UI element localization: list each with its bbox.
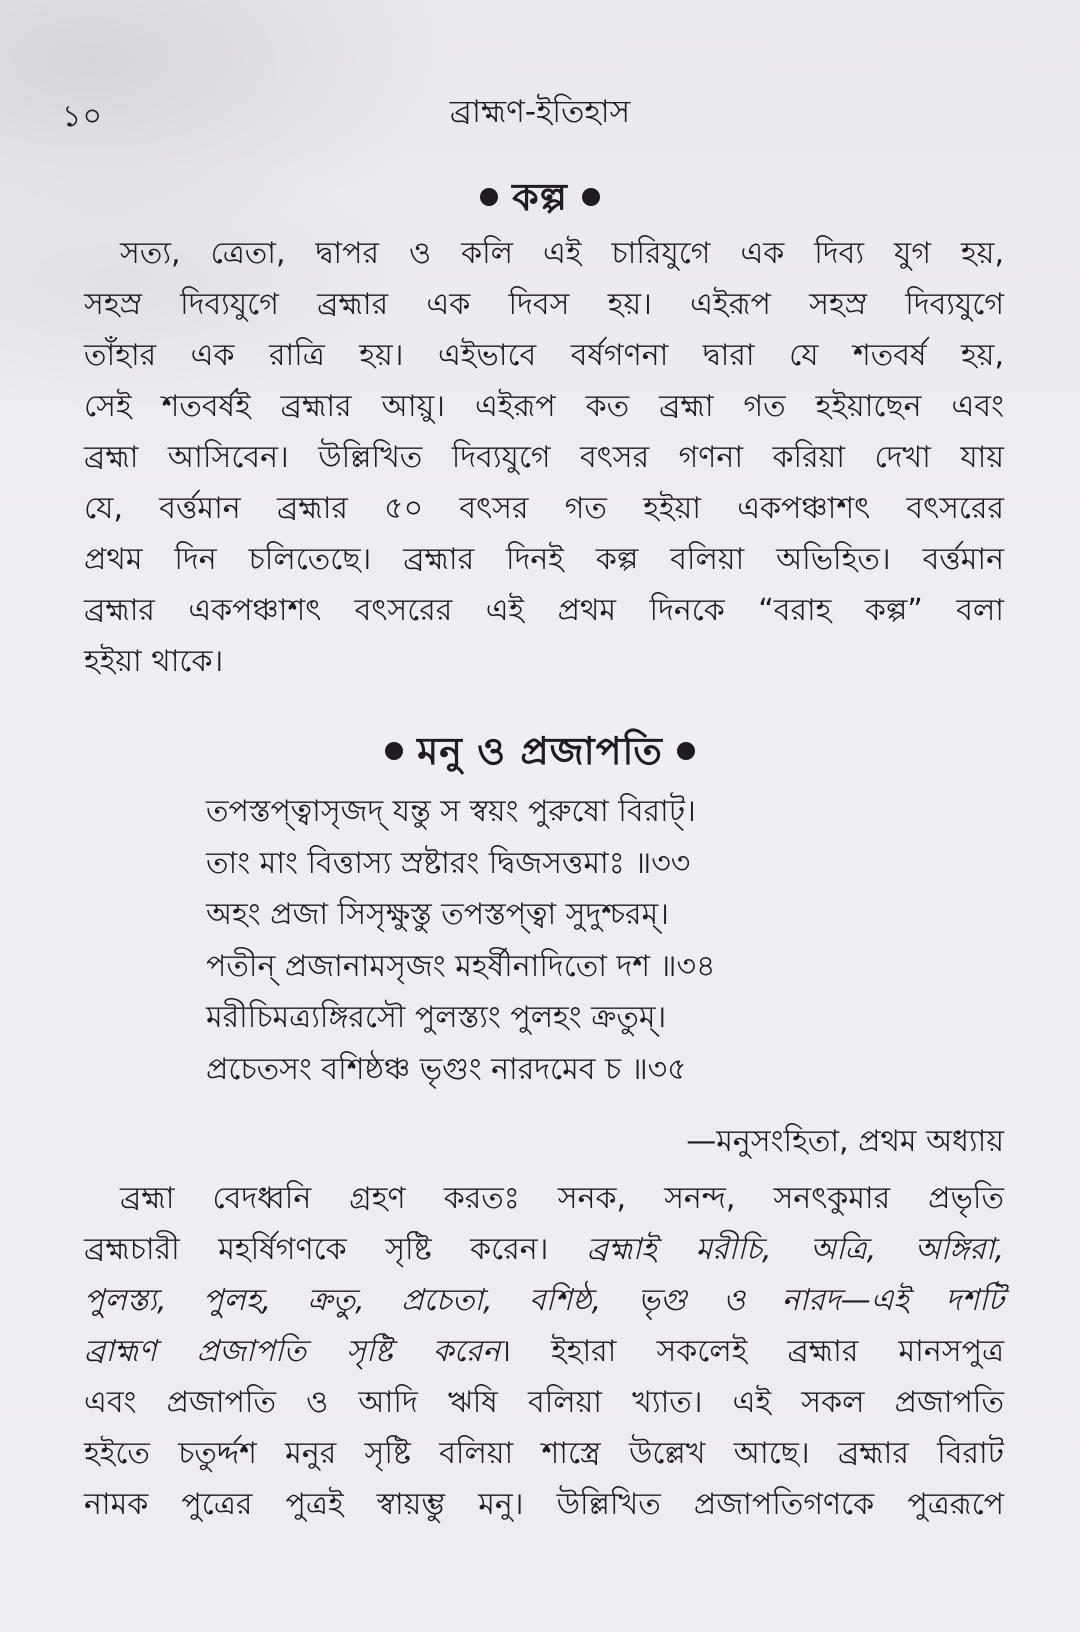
bullet-icon (385, 742, 403, 760)
italic-text-segment: ব্রাহ্মণ প্রজাপতি সৃষ্টি করেন (84, 1334, 501, 1369)
verse-line: পতীন্ প্রজানামসৃজং মহর্ষীনাদিতো দশ ॥৩৪ (206, 948, 716, 984)
page-number: ১০ (62, 99, 103, 134)
paragraph-line (84, 1173, 1004, 1224)
paragraph-prajapati (84, 1173, 1004, 1530)
text-segment: ব্রহ্মা বেদধ্বনি গ্রহণ করতঃ সনক, সনন্দ, সনৎকুমার প্রভৃতি (120, 1181, 1004, 1216)
sanskrit-verse (206, 786, 1006, 1095)
paragraph-line (84, 1428, 1004, 1479)
text-segment: । ইহারা সকলেই ব্রহ্মার মানসপুত্র (500, 1334, 1004, 1369)
section-heading-text: কল্প (512, 175, 568, 219)
text-segment: এবং প্রজাপতি ও আদি ঋষি বলিয়া খ্যাত। এই সকল প্রজাপতি (84, 1385, 1004, 1420)
text-segment: ব্রহ্মচারী মহর্ষিগণকে সৃষ্টি করেন। (84, 1232, 587, 1267)
verse-line: অহং প্রজা সিসৃক্ষুস্তু তপস্তপ্ত্বা সুদুশ্চরম্। (206, 897, 669, 932)
verse-line: তাং মাং বিত্তাস্য স্রষ্টারং দ্বিজসত্তমাঃ ॥৩৩ (206, 845, 691, 881)
paragraph-line (84, 1377, 1004, 1428)
paragraph-line: ব্রহ্মা আসিবেন। উল্লিখিত দিব্যযুগে বৎসর গণনা করিয়া দেখা যায় (84, 440, 1004, 475)
paragraph-line (84, 1275, 1004, 1326)
verse-line: তপস্তপ্ত্বাসৃজদ্ যন্তু স স্বয়ং পুরুষো বিরাট্। (206, 794, 696, 829)
text-segment: নামক পুত্রের পুত্রই স্বায়ম্ভু মনু। উল্লিখিত প্রজাপতিগণকে পুত্ররূপে (84, 1487, 1004, 1522)
section-heading-text: মনু ও প্রজাপতি (417, 729, 663, 773)
paragraph-line (84, 1479, 1004, 1530)
section-heading-manu-prajapati (0, 722, 1080, 786)
bullet-icon (677, 742, 695, 760)
section-heading-kalpa (0, 168, 1080, 232)
italic-text-segment: পুলস্ত্য, পুলহ, ক্রতু, প্রচেতা, বশিষ্ঠ, ভৃগু ও নারদ—এই দশটি (84, 1283, 1004, 1318)
paragraph-line: সহস্র দিব্যযুগে ব্রহ্মার এক দিবস হয়। এইরূপ সহস্র দিব্যযুগে (84, 287, 1004, 322)
running-title: ব্রাহ্মণ-ইতিহাস (449, 94, 631, 130)
verse-line: প্রচেতসং বশিষ্ঠঞ্চ ভৃগুং নারদমেব চ ॥৩৫ (206, 1051, 687, 1087)
bullet-icon (582, 188, 600, 206)
paragraph-line: সত্য, ত্রেতা, দ্বাপর ও কলি এই চারিযুগে এক দিব্য যুগ হয়, (120, 236, 1004, 271)
paragraph-line: হইয়া থাকে। (84, 644, 224, 679)
paragraph-line: সেই শতবর্ষই ব্রহ্মার আয়ু। এইরূপ কত ব্রহ্মা গত হইয়াছেন এবং (84, 389, 1004, 424)
bullet-icon (480, 188, 498, 206)
verse-attribution: —মনুসংহিতা, প্রথম অধ্যায় (686, 1124, 1004, 1159)
paragraph-kalpa (84, 228, 1004, 687)
paragraph-line (84, 1326, 1004, 1377)
paragraph-line: তাঁহার এক রাত্রি হয়। এইভাবে বর্ষগণনা দ্বারা যে শতবর্ষ হয়, (84, 338, 1004, 373)
paragraph-line (84, 1224, 1004, 1275)
paragraph-line: প্রথম দিন চলিতেছে। ব্রহ্মার দিনই কল্প বলিয়া অভিহিত। বর্ত্তমান (84, 542, 1004, 577)
paragraph-line: ব্রহ্মার একপঞ্চাশৎ বৎসরের এই প্রথম দিনকে “বরাহ কল্প” বলা (84, 593, 1004, 628)
text-segment: হইতে চতুর্দ্দশ মনুর সৃষ্টি বলিয়া শাস্ত্রে উল্লেখ আছে। ব্রহ্মার বিরাট (84, 1436, 1004, 1471)
paragraph-line: যে, বর্ত্তমান ব্রহ্মার ৫০ বৎসর গত হইয়া একপঞ্চাশৎ বৎসরের (84, 491, 1004, 526)
verse-line: মরীচিমত্র্যঙ্গিরসৌ পুলস্ত্যং পুলহং ক্রতুম্। (206, 1000, 667, 1035)
italic-text-segment: ব্রহ্মাই মরীচি, অত্রি, অঙ্গিরা, (586, 1232, 1004, 1267)
page-header (0, 88, 1080, 138)
